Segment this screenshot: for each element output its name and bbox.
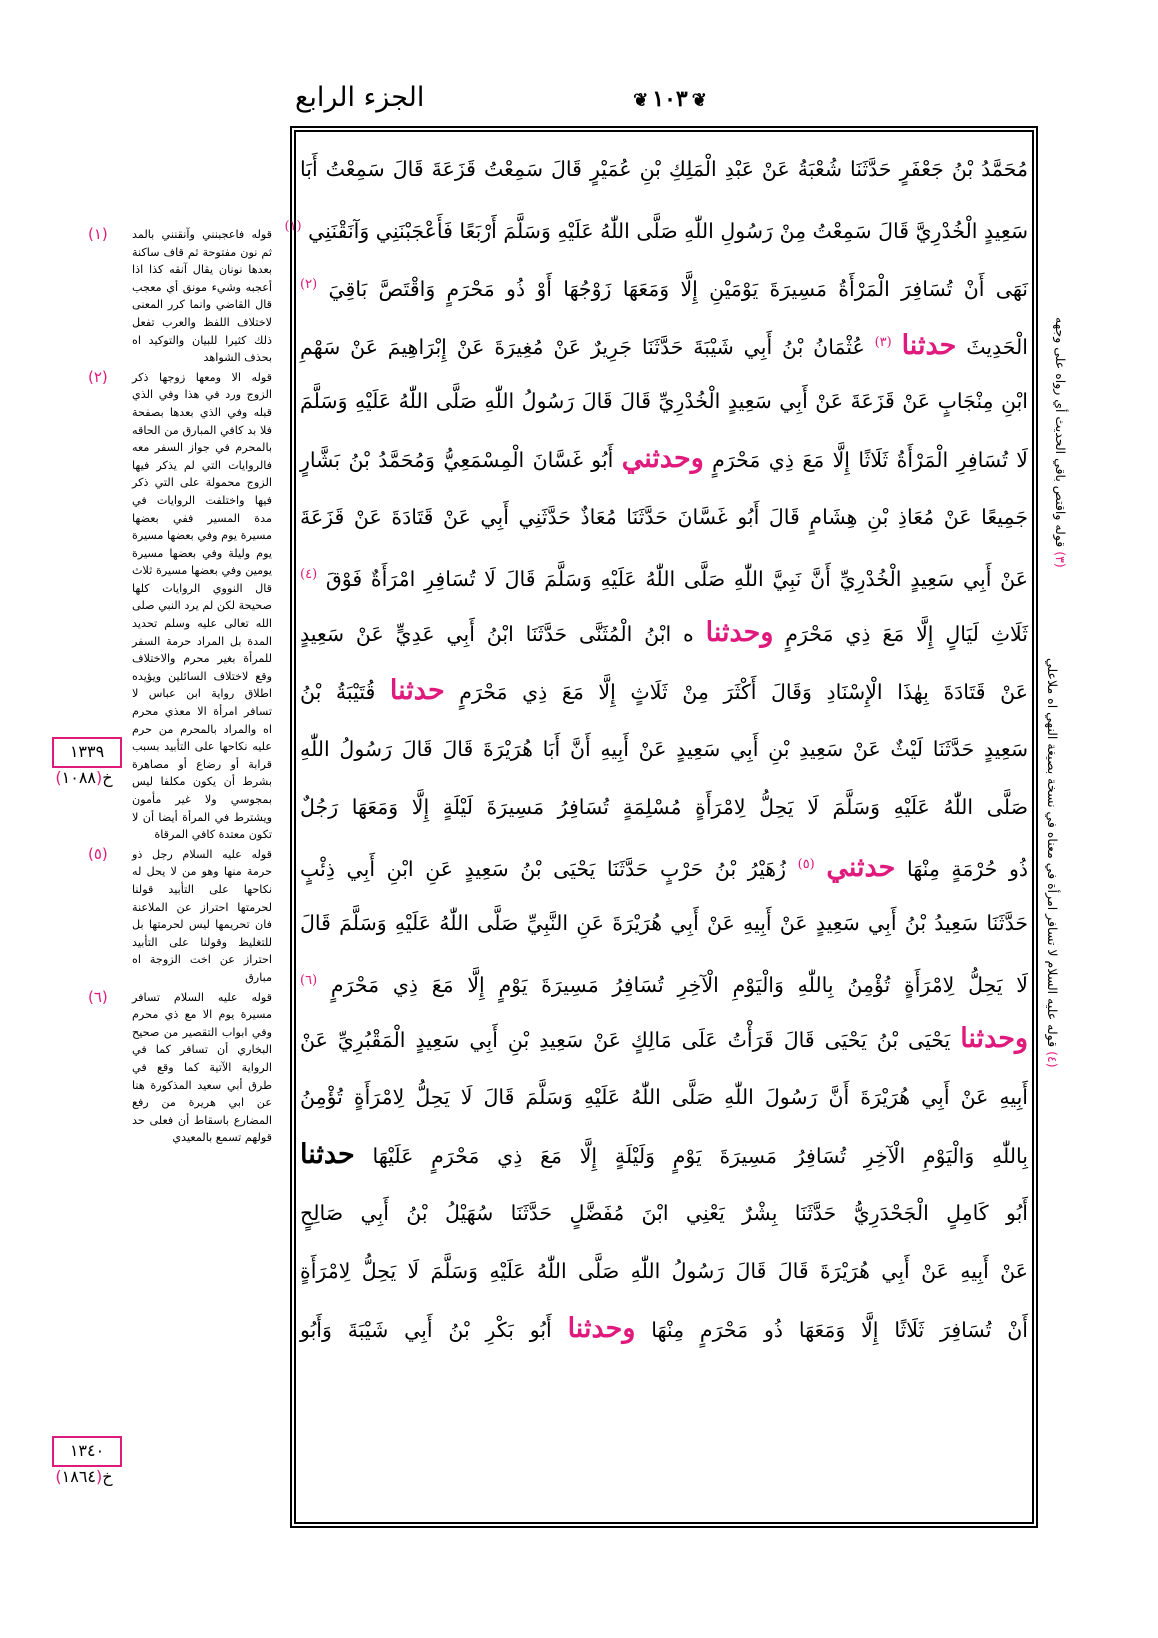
margin-note-number: (٢) [88,367,108,386]
side-note [1044,598,1060,1068]
line-text: سَعِيدٍ حَدَّثَنَا لَيْثٌ عَنْ سَعِيدِ بْنِ أَبِي سَعِيدٍ عَنْ أَبِيهِ أَنَّ أَبَا هُرَيْرَةَ قَالَ قَالَ رَسُولُ اللّٰهِ [300,737,1028,761]
bukhari-ref: خ(١٨٦٤) [55,1467,113,1486]
text-line [300,720,1028,778]
line-text: حَدَّثَنَا سَعِيدُ بْنُ أَبِي سَعِيدٍ عَنْ أَبِيهِ عَنْ أَبِي هُرَيْرَةَ عَنِ النَّبِيِّ صَلَّى اللّٰهُ عَلَيْهِ وَسَلَّمَ قَالَ [300,911,1028,935]
line-text: بِاللّٰهِ وَالْيَوْمِ الْآخِرِ تُسَافِرُ مَسِيرَةَ يَوْمٍ وَلَيْلَةٍ إِلَّا مَعَ ذِي مَحْرَمٍ عَلَيْهَا [372,1144,1028,1168]
kh-letter: خ [102,768,113,787]
text-line [300,1300,1028,1358]
haddathana-keyword: وحدثنا [960,1023,1028,1054]
line-text: أَبُو كَامِلٍ الْجَحْدَرِيُّ حَدَّثَنَا بِشْرٌ يَعْنِي ابْنَ مُفَضَّلٍ حَدَّثَنَا سُهَيْلُ بْنُ أَبِي صَالِحٍ [300,1201,1028,1225]
text-line [300,314,1028,372]
line-text: عَنْ أَبِيهِ عَنْ أَبِي هُرَيْرَةَ قَالَ قَالَ رَسُولُ اللّٰهِ صَلَّى اللّٰهُ عَلَيْهِ وَسَلَّمَ لَا يَحِلُّ لِامْرَأَةٍ [300,1259,1028,1283]
text-line [300,894,1028,952]
margin-note-text: قوله فاعجبنني وآنقنني بالمد ثم نون مفتوحة ثم قاف ساكنة بعدها نونان يقال آنقه كذا اذا أعجبه وشيء مونق أي معجب قال القاضي وانما كرر المعنى لاختلاف اللفظ والعرب تفعل ذلك كثيرا للبيان والتوكيد اه بحذف الشواهد [132,228,272,365]
line-text: ذُو حُرْمَةٍ مِنْهَا [906,856,1028,881]
line-text: مُحَمَّدُ بْنُ جَعْفَرٍ حَدَّثَنَا شُعْبَةُ عَنْ عَبْدِ الْمَلِكِ بْنِ عُمَيْرٍ قَالَ سَمِعْتُ قَزَعَةَ قَالَ سَمِعْتُ أَبَا [300,157,1028,181]
text-line [300,1184,1028,1242]
kh-letter: خ [102,1467,113,1486]
text-line [300,778,1028,836]
footnote-marker: (٢) [300,277,318,292]
margin-note-number: (٥) [88,844,108,863]
page-number [600,86,740,122]
line-text: أَبُو بَكْرِ بْنُ أَبِي شَيْبَةَ وَأَبُو [300,1318,552,1342]
footnote-marker: (١) [284,219,302,234]
hadith-number-box: ١٣٤٠ [52,1436,122,1467]
side-note-number: (٤) [1045,1051,1060,1068]
haddathana-keyword: حدثنا [300,1139,355,1170]
line-text: أَبِيهِ عَنْ أَبِي هُرَيْرَةَ أَنَّ رَسُولَ اللّٰهِ صَلَّى اللّٰهُ عَلَيْهِ وَسَلَّمَ قَالَ لَا يَحِلُّ لِامْرَأَةٍ تُؤْمِنُ [300,1085,1028,1109]
text-line [300,662,1028,720]
margin-note [88,987,272,1147]
footnote-marker: (٥) [797,857,815,872]
line-text: ثَلَاثِ لَيَالٍ إِلَّا مَعَ ذِي مَحْرَمٍ [785,622,1028,646]
margin-note-text: قوله عليه السلام تسافر مسيرة يوم الا مع ذي محرم وفي ابواب التقصير من صحيح البخاري أن تسافر كما في الرواية الآتية كما وقع في طرق أبي سعيد المذكورة هنا عن ابي هريرة من رفع المضارع باسقاط أن فعلى حد قولهم تسمع بالمعيدي [132,990,272,1145]
margin-note-number: (١) [88,225,108,243]
text-line [300,952,1028,1010]
ornament-icon: ❦ [691,90,707,111]
text-line [300,546,1028,604]
bukhari-ref: خ(١٠٨٨) [55,768,113,787]
line-text: أَنْ تُسَافِرَ ثَلَاثًا إِلَّا وَمَعَهَا ذُو مَحْرَمٍ مِنْهَا [651,1318,1028,1342]
side-note [1052,258,1068,568]
side-note-text: قوله واقتص باقي الحديث أي رواه على وجهه [1053,317,1068,548]
line-text: جَمِيعًا عَنْ مُعَاذِ بْنِ هِشَامٍ قَالَ أَبُو غَسَّانَ حَدَّثَنَا مُعَاذٌ حَدَّثَنِي أَبِي عَنْ قَتَادَةَ عَنْ قَزَعَةَ [300,505,1028,529]
footnote-marker: (٣) [874,335,892,350]
margin-note [88,367,272,844]
text-line [284,198,1028,256]
bukhari-ref-number: ١٨٦٤ [61,1467,97,1486]
line-text: لَا تُسَافِرِ الْمَرْأَةُ ثَلَاثًا إِلَّا مَعَ ذِي مَحْرَمٍ [712,448,1028,472]
haddathana-keyword: حدثني [826,851,896,883]
text-line [300,256,1028,314]
line-text: ه ابْنُ الْمُثَنَّى حَدَّثَنَا ابْنُ أَبِي عَدِيٍّ عَنْ سَعِيدٍ [300,622,694,646]
margin-note-text: قوله الا ومعها زوجها ذكر الزوج ورد في هذا وفي الذي قبله وفي الذي بعدها بصفحة فلا بد كافي المبارق من الحاقه بالمحرم في جواز السفر معه فالروايات التي لم يذكر فيها الزوج محمولة على التي ذكر فيها واختلفت الروايات في مدة المسير ففي بعضها مسيرة يوم وفي بعضها مسيرة يوم وليلة وفي بعضها مسيرة يومين وفي بعضها مسيرة ثلاث قال النووي الروايات كلها صحيحة لكن لم يرد النبي صلى الله تعالى عليه وسلم تحديد المدة بل المراد حرمة السفر للمرأة بغير محرم والاختلاف وقع لاختلاف السائلين ويؤيده اطلاق رواية ابن عباس لا تسافر امرأة الا معذي محرم اه والمراد بالمحرم من حرم عليه نكاحها على التأبيد بسبب قرابة أو رضاع أو مصاهرة بشرط أن يكون مكلفا ليس بمجوسي ولا غير مأمون ويشترط في المرأة أيضا أن لا تكون معتدة كافي المرقاة [132,370,272,842]
text-line [300,1068,1028,1126]
text-line [300,140,1028,198]
page-number-text: ١٠٣ [652,86,688,112]
line-text: نَهَى أَنْ تُسَافِرَ الْمَرْأَةُ مَسِيرَةَ يَوْمَيْنِ إِلَّا وَمَعَهَا زَوْجُهَا أَوْ ذُو مَحْرَمٍ وَاقْتَصَّ بَاقِيَ [328,276,1028,301]
text-line [300,488,1028,546]
side-note-number: (٣) [1053,551,1068,568]
bukhari-ref-number: ١٠٨٨ [61,768,97,787]
line-text: قُتَيْبَةُ بْنُ [300,680,376,704]
footnote-marker: (٤) [300,567,318,582]
haddathana-keyword: وحدثنا [567,1313,636,1344]
text-line [300,604,1028,662]
line-text: صَلَّى اللّٰهُ عَلَيْهِ وَسَلَّمَ لَا يَحِلُّ لِامْرَأَةٍ مُسْلِمَةٍ تُسَافِرُ مَسِيرَةَ لَيْلَةٍ إِلَّا وَمَعَهَا رَجُلٌ [300,795,1028,819]
haddathana-keyword: حدثنا [389,675,445,706]
margin-note [88,225,272,367]
text-line [300,1010,1028,1068]
text-line [300,1126,1028,1184]
line-text: لَا يَحِلُّ لِامْرَأَةٍ تُؤْمِنُ بِاللّٰهِ وَالْيَوْمِ الْآخِرِ تُسَافِرُ مَسِيرَةَ يَوْمٍ إِلَّا مَعَ ذِي مَحْرَمٍ [330,972,1028,997]
haddathana-keyword: حدثنا [901,329,957,361]
line-text: الْحَدِيثَ [966,334,1028,359]
side-note-text: قوله عليه السلام لا تسافر امرأة في معناه في نسخة بصيغة النهي اه ملاعلي [1045,658,1060,1048]
haddathana-keyword: وحدثنا [705,617,774,648]
line-text: يَحْيَى بْنُ يَحْيَى قَالَ قَرَأْتُ عَلَى مَالِكٍ عَنْ سَعِيدِ بْنِ أَبِي سَعِيدٍ الْمَقْبُرِيِّ عَنْ [300,1028,951,1052]
ornament-icon: ❦ [633,90,649,111]
footnote-marker: (٦) [300,973,318,988]
text-line [300,1242,1028,1300]
text-line [300,836,1028,894]
margin-note-number: (٦) [88,987,108,1006]
line-text: أَبُو غَسَّانَ الْمِسْمَعِيُّ وَمُحَمَّدُ بْنُ بَشَّارٍ [300,448,614,472]
text-line [300,372,1028,430]
line-text: عُثْمَانُ بْنُ أَبِي شَيْبَةَ حَدَّثَنَا جَرِيرٌ عَنْ مُغِيرَةَ عَنْ إِبْرَاهِيمَ عَنْ سَهْمِ [300,334,865,359]
margin-note-text: قوله عليه السلام رجل ذو حرمة منها وهو من لا يحل له نكاحها على التأبيد قولنا لحرمتها احتراز عن الملاعنة فان تحريمها ليس لحرمتها بل للتغليظ وقولنا على التأبيد احتراز عن اخت الزوجة اه مبارق [132,847,272,984]
haddathana-keyword: وحدثني [621,443,704,474]
margin-note [88,844,272,987]
line-text: عَنْ أَبِي سَعِيدٍ الْخُدْرِيِّ أَنَّ نَبِيَّ اللّٰهِ صَلَّى اللّٰهُ عَلَيْهِ وَسَلَّمَ قَالَ لَا تُسَافِرِ امْرَأَةٌ فَوْقَ [325,566,1028,591]
line-text: زُهَيْرُ بْنُ حَرْبٍ حَدَّثَنَا يَحْيَى بْنُ سَعِيدٍ عَنِ ابْنِ أَبِي ذِئْبٍ [300,856,787,881]
text-line [300,430,1028,488]
part-title: الجزء الرابع [295,82,425,113]
hadith-number-box: ١٣٣٩ [52,737,122,768]
main-text-block [284,140,1028,1516]
margin-notes [88,225,272,1149]
line-text: سَعِيدٍ الْخُدْرِيَّ قَالَ سَمِعْتُ مِنْ رَسُولِ اللّٰهِ صَلَّى اللّٰهُ عَلَيْهِ وَسَلَّمَ أَرْبَعًا فَأَعْجَبْنَنِي وَآنَقْنَنِي [308,218,1028,243]
line-text: ابْنِ مِنْجَابٍ عَنْ قَزَعَةَ عَنْ أَبِي سَعِيدٍ الْخُدْرِيِّ قَالَ قَالَ رَسُولُ اللّٰهِ صَلَّى اللّٰهُ عَلَيْهِ وَسَلَّمَ [300,389,1028,413]
line-text: عَنْ قَتَادَةَ بِهٰذَا الْإِسْنَادِ وَقَالَ أَكْثَرَ مِنْ ثَلَاثٍ إِلَّا مَعَ ذِي مَحْرَمٍ [459,680,1028,704]
